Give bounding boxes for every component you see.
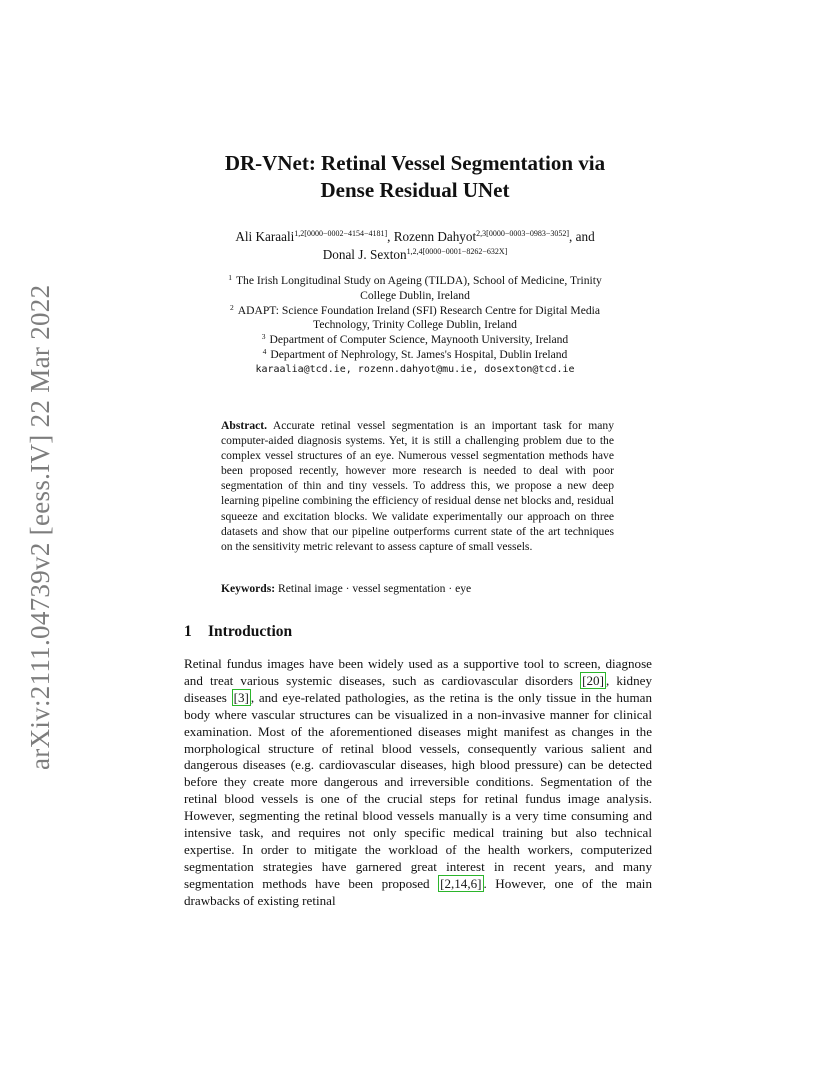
intro-text: , kidney diseases	[184, 672, 653, 705]
abstract-label: Abstract.	[221, 419, 268, 432]
affiliation-text: Department of Computer Science, Maynooth University, Ireland	[269, 333, 569, 347]
title-line-2: Dense Residual UNet	[320, 178, 510, 202]
affiliation-text: The Irish Longitudinal Study on Ageing (TILDA), School of Medicine, Trinity	[235, 274, 602, 287]
affiliation-1-cont: College Dublin, Ireland	[360, 288, 470, 302]
intro-text: . However, one of the main drawbacks of existing retinal	[184, 875, 652, 908]
author-orcid: 2,3[0000−0003−0983−3052]	[476, 229, 570, 238]
affiliation-text: ADAPT: Science Foundation Ireland (SFI) Research Centre for Digital Media	[237, 303, 601, 317]
citation-link[interactable]: [2,14,6]	[440, 875, 482, 891]
affiliation-2	[150, 304, 680, 319]
abstract-text: Accurate retinal vessel segmentation is an important task for many computer-aided diagnosis systems. Yet, it is still a challenging problem due to the complex vessel structures of an eye. Numerous vessel segmentation methods have been proposed recently, however more research is needed to deal with poor segmentation of thin and tiny vessels. To address this, we propose a new deep learning pipeline combining the efficiency of residual dense net blocks and, residual squeeze and excitation blocks. We validate experimentally our approach on three datasets and show that our pipeline outperforms current state of the art techniques on the sensitivity metric relevant to assess capture of small vessels.	[221, 419, 614, 553]
keywords-label: Keywords:	[221, 582, 276, 595]
citation-link[interactable]: [20]	[582, 672, 604, 688]
author-line-2	[150, 246, 680, 264]
author-name: Donal J. Sexton	[322, 247, 407, 262]
section-number: 1	[184, 623, 192, 640]
section-title: Introduction	[208, 623, 293, 640]
affiliation-4	[150, 348, 680, 363]
affiliation-number: 4	[262, 346, 267, 356]
affiliation-3	[150, 333, 680, 348]
abstract	[221, 418, 614, 554]
affiliation-text: Department of Nephrology, St. James's Hospital, Dublin Ireland	[270, 347, 568, 361]
author-emails[interactable]: karaalia@tcd.ie, rozenn.dahyot@mu.ie, dosexton@tcd.ie	[255, 363, 575, 375]
author-name: Rozenn Dahyot	[393, 229, 477, 244]
author-line-1	[150, 228, 680, 246]
author-list	[150, 228, 680, 264]
section-heading	[184, 623, 292, 641]
arxiv-identifier: arXiv:2111.04739v2 [eess.IV] 22 Mar 2022	[25, 284, 55, 770]
introduction-paragraph	[184, 656, 652, 910]
affiliations	[150, 274, 680, 378]
affiliation-number: 1	[228, 273, 232, 282]
intro-text: Retinal fundus images have been widely used as a supportive tool to screen, diagnose and treat various systemic diseases, such as cardiovascular disorders	[184, 656, 652, 688]
affiliation-number: 3	[261, 332, 266, 342]
author-separator: , and	[569, 229, 595, 244]
author-separator: ,	[387, 229, 394, 244]
keywords-text: Retinal image · vessel segmentation · eye	[278, 582, 472, 595]
paper-title	[150, 150, 680, 204]
affiliation-number: 2	[229, 302, 234, 312]
affiliation-1	[150, 274, 680, 289]
author-name: Ali Karaali	[235, 229, 295, 244]
title-line-1: DR-VNet: Retinal Vessel Segmentation via	[224, 151, 606, 175]
citation-link[interactable]: [3]	[233, 689, 249, 705]
author-orcid: 1,2[0000−0002−4154−4181]	[294, 229, 388, 238]
author-orcid: 1,2,4[0000−0001−8262−632X]	[406, 247, 508, 256]
affiliation-2-cont: Technology, Trinity College Dublin, Ireland	[313, 318, 517, 332]
keywords	[221, 581, 614, 596]
intro-text: , and eye-related pathologies, as the retina is the only tissue in the human body where vascular structures can be visualized in a non-invasive manner for clinical examination. Most of the aforementioned diseases might manifest as changes in the morphological structure of retinal blood vessels, consequently various salient and dangerous diseases (e.g. cardiovascular diseases, high blood pressure) can be detected before they create more dangerous and irreversible conditions. Segmentation of the retinal blood vessels is one of the crucial steps for retinal fundus image analysis. However, segmenting the retinal blood vessels manually is a very time consuming and intensive task, and requires not only specific medical training but also technical expertise. In order to mitigate the workload of the health workers, computerized segmentation strategies have garnered great interest in recent years, and many segmentation methods have been proposed	[184, 689, 652, 891]
